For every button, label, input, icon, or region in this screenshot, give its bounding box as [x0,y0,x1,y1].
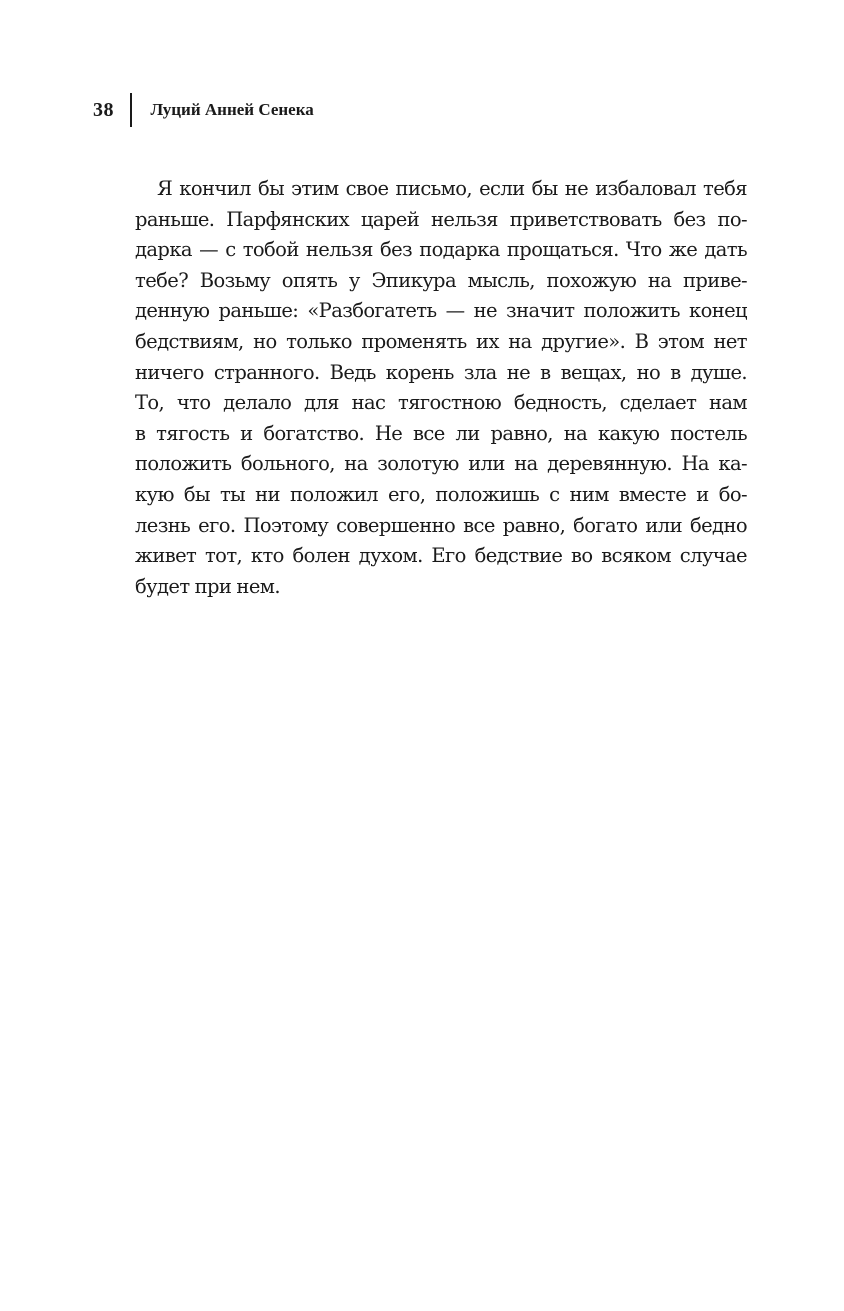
text-line: тебе? Возьму опять у Эпикура мысль, похожую на приве- [135,268,747,292]
text-line: дарка — с тобой нельзя без подарка прощаться. Что же дать [135,238,747,262]
text-line: бедствиям, но только променять их на другие». В этом нет [135,329,747,353]
text-line: ничего странного. Ведь корень зла не в вещах, но в душе. [135,360,747,384]
text-line: живет тот, кто болен духом. Его бедствие во всяком случае [135,544,747,568]
text-line: денную раньше: «Разбогатеть — не значит положить конец [135,299,747,323]
text-line: будет при нем. [135,574,280,598]
text-line: кую бы ты ни положил его, положишь с ним вместе и бо- [135,482,747,506]
running-head-author: Луций Анней Сенека [150,100,314,119]
text-line: Я кончил бы этим свое письмо, если бы не избаловал тебя [157,177,747,200]
text-line: То, что делало для нас тягостною бедность, сделает нам [135,391,747,415]
running-head [93,92,314,128]
text-line: положить больного, на золотую или на деревянную. На ка- [135,452,747,476]
text-line: лезнь его. Поэтому совершенно все равно, богато или бедно [135,513,747,537]
text-line: в тягость и богатство. Не все ли равно, на какую постель [135,421,747,445]
body-paragraph [135,174,747,602]
page-number: 38 [93,98,114,121]
text-line: раньше. Парфянских царей нельзя приветствовать без по- [135,207,747,231]
header-divider [130,93,132,127]
